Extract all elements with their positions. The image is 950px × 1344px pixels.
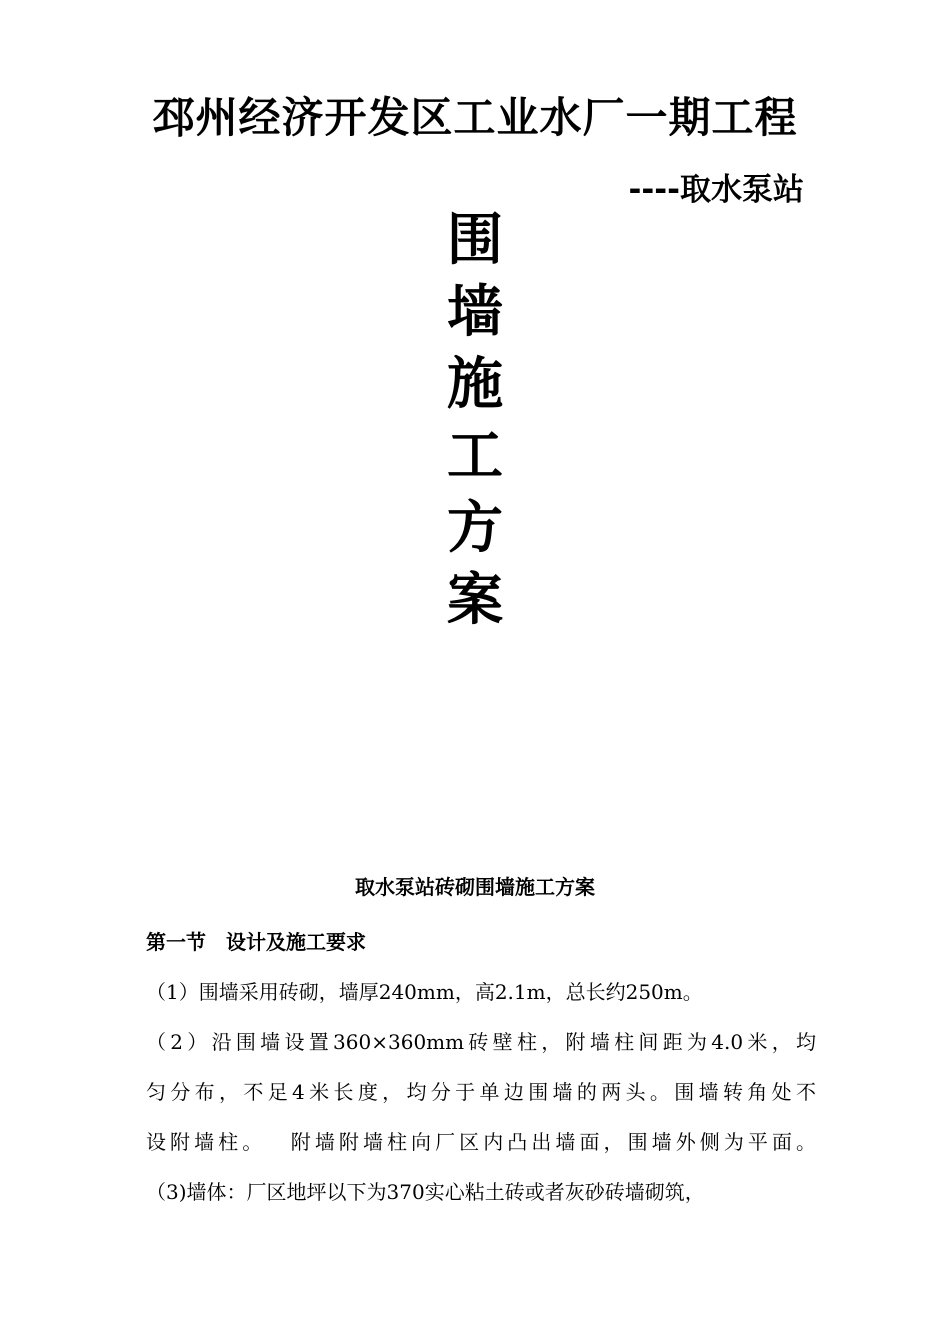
paragraph-line: （1）围墙采用砖砌，墙厚240mm，高2.1m，总长约250m。 bbox=[146, 980, 703, 1004]
vertical-title-char: 案 bbox=[447, 568, 503, 633]
vertical-title-char: 施 bbox=[447, 352, 503, 417]
paragraph-line: （2）沿围墙设置360×360mm砖壁柱，附墙柱间距为4.0米，均 bbox=[146, 1030, 816, 1054]
vertical-title-char: 墙 bbox=[447, 280, 503, 345]
paragraph-line: 设附墙柱。 附墙附墙柱向厂区内凸出墙面，围墙外侧为平面。 bbox=[146, 1130, 816, 1154]
vertical-title-char: 工 bbox=[447, 424, 503, 489]
subtitle: ----取水泵站 bbox=[628, 172, 804, 208]
project-title: 邳州经济开发区工业水厂一期工程 bbox=[152, 93, 798, 142]
paragraph-line: 匀分布，不足4米长度，均分于单边围墙的两头。围墙转角处不 bbox=[146, 1080, 816, 1104]
vertical-title bbox=[415, 205, 535, 637]
vertical-title-char: 围 bbox=[447, 208, 503, 273]
paragraph-line: （3)墙体：厂区地坪以下为370实心粘土砖或者灰砂砖墙砌筑， bbox=[146, 1180, 705, 1204]
chapter-heading: 第一节 设计及施工要求 bbox=[146, 930, 366, 954]
section-heading: 取水泵站砖砌围墙施工方案 bbox=[355, 875, 595, 899]
vertical-title-char: 方 bbox=[447, 496, 503, 561]
